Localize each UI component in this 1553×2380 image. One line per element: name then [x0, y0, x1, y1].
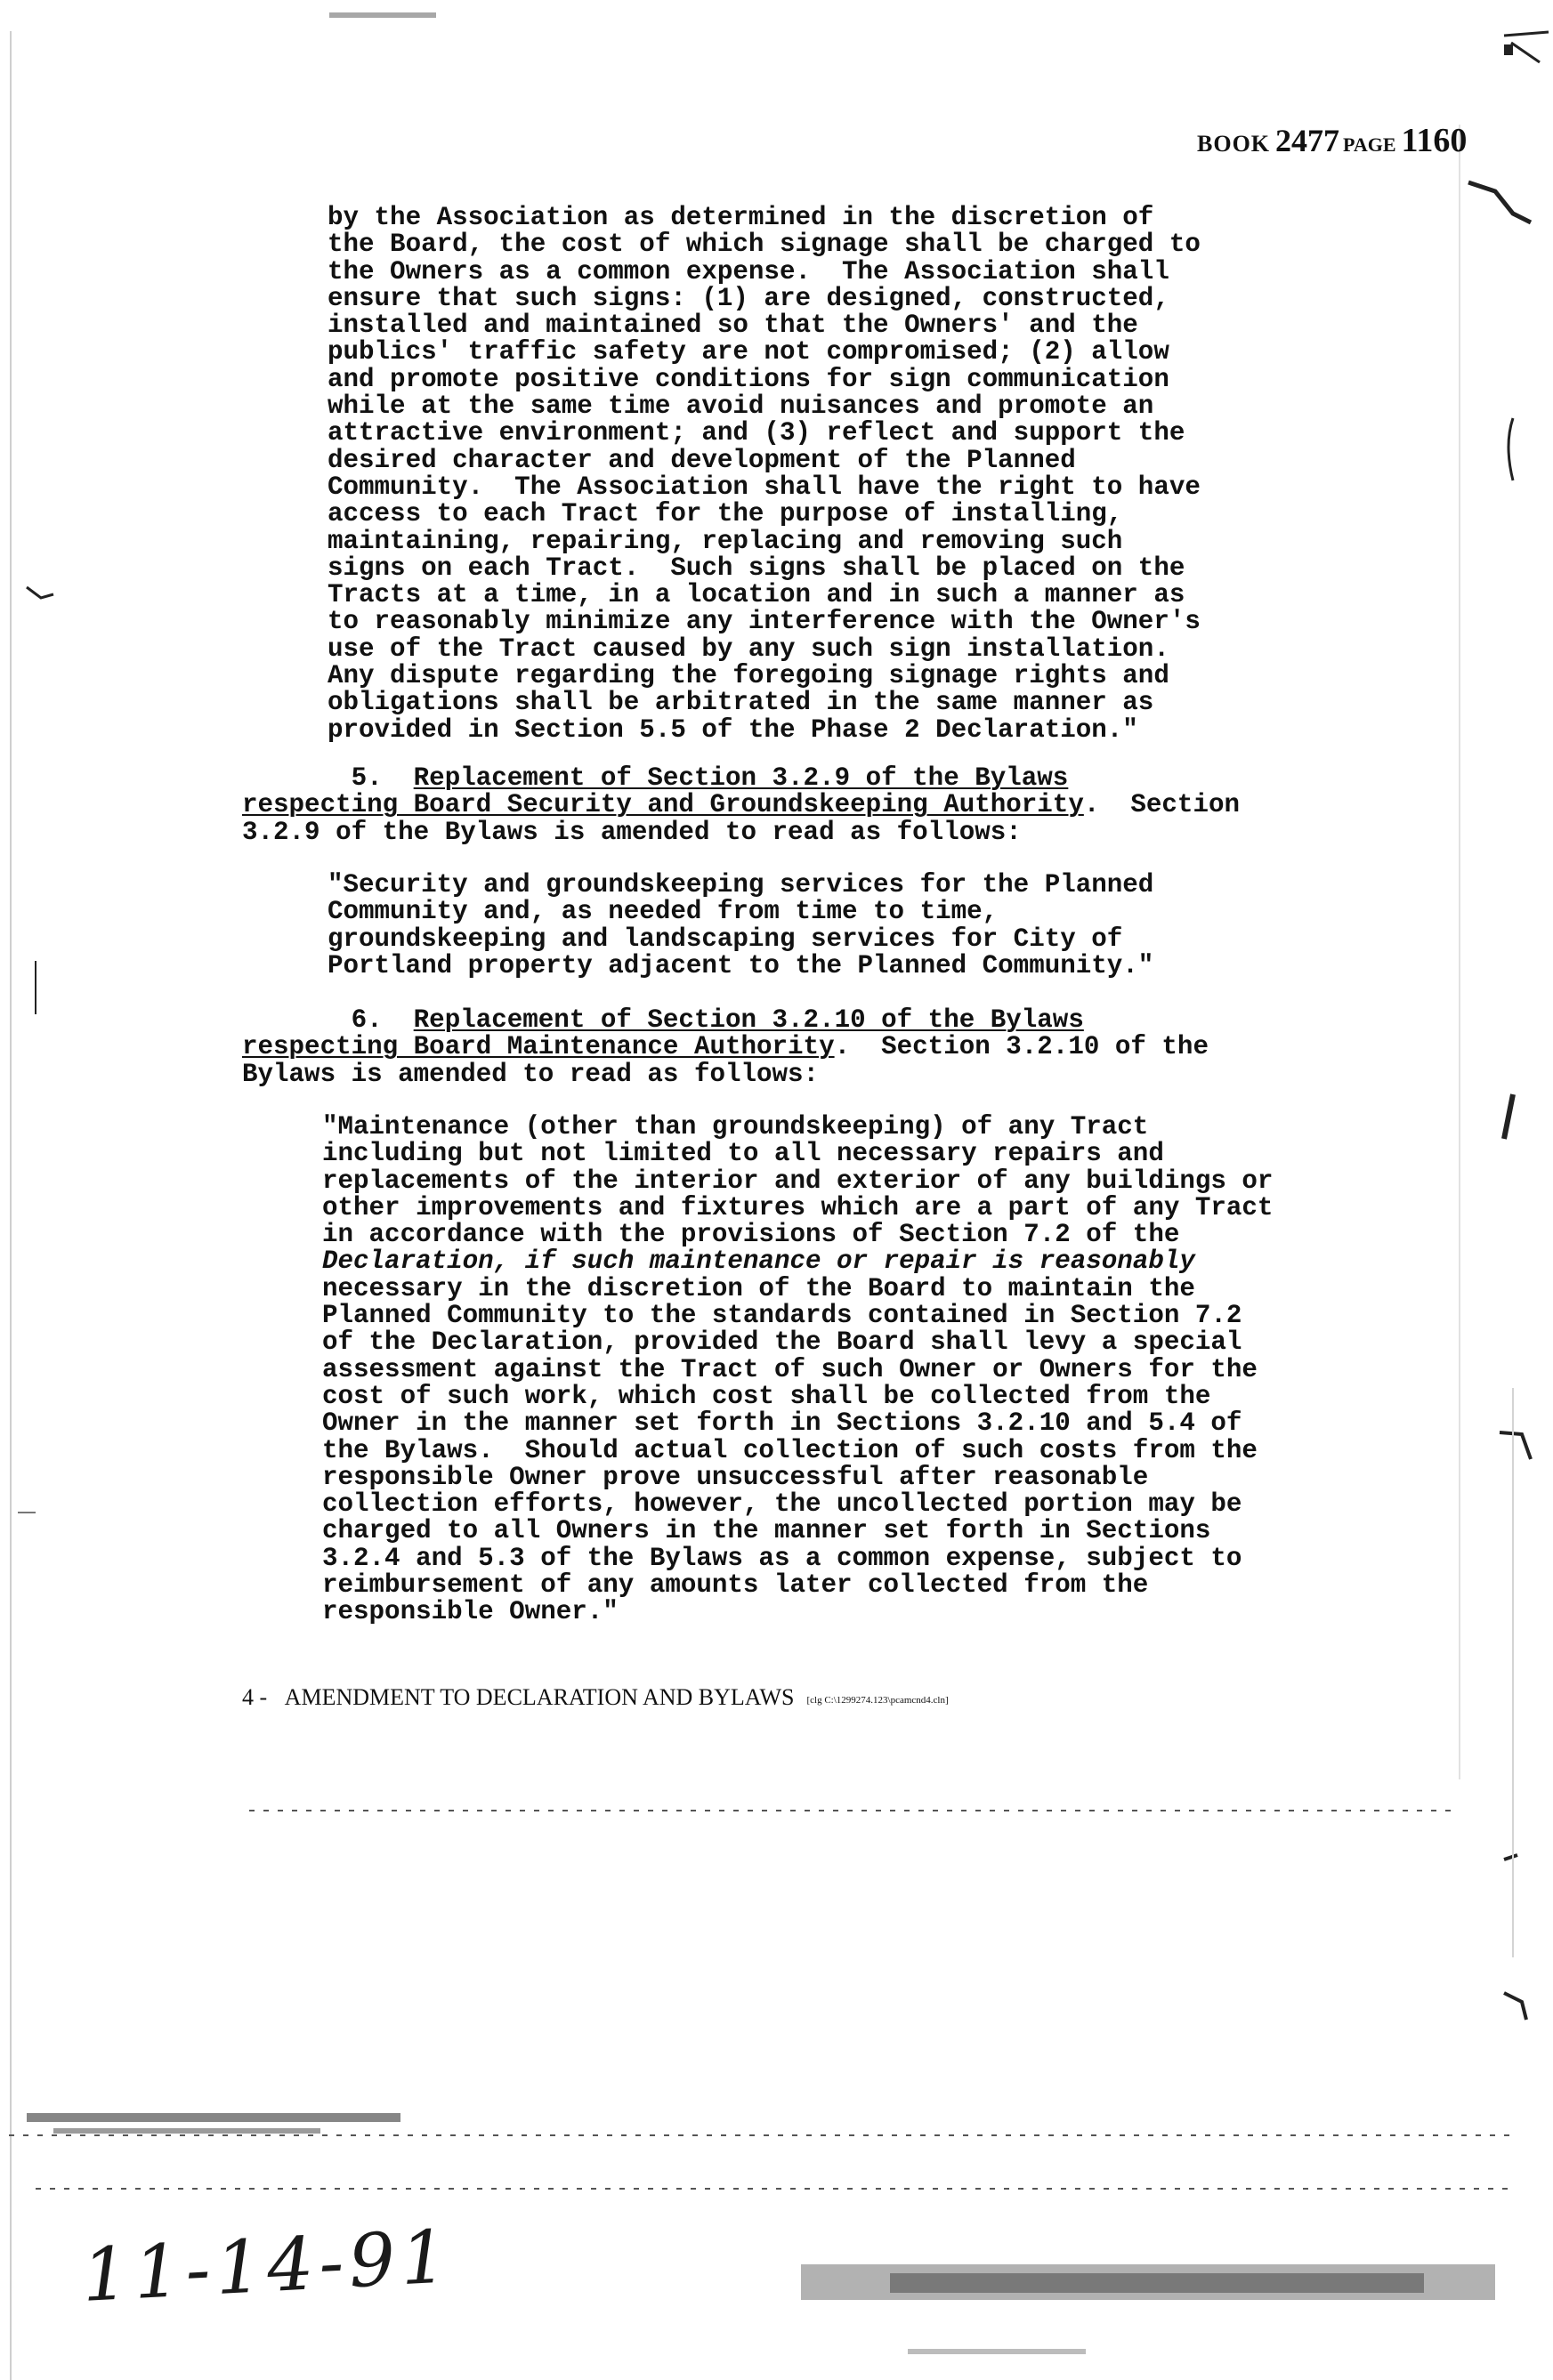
- text-line: "Security and groundskeeping services for the Planned: [328, 870, 1154, 900]
- text-line: in accordance with the provisions of Section 7.2 of the: [322, 1220, 1180, 1250]
- book-label: BOOK: [1197, 131, 1271, 157]
- footer-page-number: 4: [242, 1684, 254, 1710]
- security-quote-block: [328, 872, 1153, 980]
- text-line: Tracts at a time, in a location and in such a manner as: [328, 580, 1185, 610]
- signage-quote-block: [328, 205, 1201, 744]
- text-line: desired character and development of the Planned: [328, 445, 1076, 475]
- text-line: by the Association as determined in the discretion of: [328, 203, 1154, 232]
- text-line: the Owners as a common expense. The Association shall: [328, 256, 1169, 286]
- text-line: attractive environment; and (3) reflect and support the: [328, 418, 1185, 448]
- section-6-line2: Bylaws is amended to read as follows:: [242, 1059, 820, 1089]
- text-line: of the Declaration, provided the Board shall levy a special: [322, 1327, 1242, 1358]
- page-label: PAGE: [1343, 133, 1396, 156]
- text-line: maintaining, repairing, replacing and removing such: [328, 526, 1123, 556]
- footer-dash: -: [259, 1684, 268, 1710]
- maintenance-quote-block: [322, 1114, 1273, 1626]
- text-line: Owner in the manner set forth in Sections 3.2.10 and 5.4 of: [322, 1408, 1242, 1439]
- text-line: use of the Tract caused by any such sign installation.: [328, 633, 1169, 664]
- section-6-paragraph: 6. Replacement of Section 3.2.10 of the Bylaws respecting Board Maintenance Authority. Section 3.2.10 of the Bylaws is amended to read as follows:: [242, 1005, 1209, 1089]
- text-line: charged to all Owners in the manner set forth in Sections: [322, 1516, 1211, 1546]
- section-5-heading-line2: respecting Board Security and Groundskeeping Authority: [242, 790, 1084, 820]
- section-6-number: 6.: [351, 1005, 383, 1035]
- text-line: the Bylaws. Should actual collection of such costs from the: [322, 1435, 1258, 1465]
- text-line: Any dispute regarding the foregoing signage rights and: [328, 661, 1169, 691]
- section-5-paragraph: 5. Replacement of Section 3.2.9 of the Bylaws respecting Board Security and Groundskeeping Authority. Section 3.2.9 of the Bylaws is amended to read as follows:: [242, 763, 1240, 847]
- footer-file-reference: [clg C:\1299274.123\pcamcnd4.cln]: [806, 1695, 949, 1706]
- text-line: installed and maintained so that the Owners' and the: [328, 311, 1138, 341]
- section-5-line2: 3.2.9 of the Bylaws is amended to read as follows:: [242, 817, 1022, 847]
- section-5-number: 5.: [351, 763, 383, 793]
- book-page-stamp: [1197, 121, 1467, 160]
- text-line: assessment against the Tract of such Owner or Owners for the: [322, 1354, 1258, 1384]
- text-line-italic: Declaration, if such maintenance or repair is reasonably: [322, 1246, 1195, 1277]
- text-line: signs on each Tract. Such signs shall be placed on the: [328, 553, 1185, 583]
- text-line: the Board, the cost of which signage shall be charged to: [328, 230, 1201, 260]
- section-6-tail: Section 3.2.10 of the: [881, 1032, 1209, 1062]
- text-line: reimbursement of any amounts later collected from the: [322, 1570, 1149, 1601]
- section-5-heading-line1: Replacement of Section 3.2.9 of the Bylaws: [413, 763, 1069, 793]
- section-6-heading-line1: Replacement of Section 3.2.10 of the Bylaws: [413, 1005, 1084, 1035]
- text-line: replacements of the interior and exterior of any buildings or: [322, 1166, 1274, 1196]
- text-line: 3.2.4 and 5.3 of the Bylaws as a common expense, subject to: [322, 1543, 1242, 1573]
- text-line: ensure that such signs: (1) are designed, constructed,: [328, 283, 1169, 313]
- section-5-tail: Section: [1130, 790, 1240, 820]
- text-line: groundskeeping and landscaping services for City of: [328, 924, 1123, 954]
- handwritten-date: 11-14-91: [79, 2215, 455, 2319]
- footer-title: AMENDMENT TO DECLARATION AND BYLAWS: [284, 1684, 795, 1710]
- book-number: 2477: [1275, 123, 1340, 158]
- text-line: while at the same time avoid nuisances and promote an: [328, 391, 1154, 422]
- text-line: provided in Section 5.5 of the Phase 2 Declaration.": [328, 714, 1138, 745]
- text-line: other improvements and fixtures which are a part of any Tract: [322, 1192, 1274, 1222]
- text-line: Community and, as needed from time to time,: [328, 897, 999, 927]
- text-line: collection efforts, however, the uncollected portion may be: [322, 1489, 1242, 1520]
- page-footer: [242, 1684, 949, 1711]
- text-line: responsible Owner prove unsuccessful after reasonable: [322, 1462, 1149, 1492]
- page-number: 1160: [1401, 122, 1468, 159]
- text-line: "Maintenance (other than groundskeeping) of any Tract: [322, 1112, 1149, 1142]
- text-line: responsible Owner.": [322, 1597, 619, 1627]
- text-line: to reasonably minimize any interference with the Owner's: [328, 607, 1201, 637]
- text-line: including but not limited to all necessary repairs and: [322, 1139, 1164, 1169]
- text-line: access to each Tract for the purpose of installing,: [328, 499, 1123, 529]
- text-line: Community. The Association shall have the right to have: [328, 472, 1201, 502]
- text-line: publics' traffic safety are not compromised; (2) allow: [328, 337, 1169, 367]
- section-6-heading-line2: respecting Board Maintenance Authority: [242, 1032, 835, 1062]
- text-line: obligations shall be arbitrated in the same manner as: [328, 688, 1154, 718]
- text-line: necessary in the discretion of the Board to maintain the: [322, 1273, 1195, 1303]
- text-line: and promote positive conditions for sign communication: [328, 364, 1169, 394]
- text-line: Portland property adjacent to the Planned Community.": [328, 950, 1154, 980]
- text-line: Planned Community to the standards contained in Section 7.2: [322, 1301, 1242, 1331]
- text-line: cost of such work, which cost shall be collected from the: [322, 1381, 1211, 1411]
